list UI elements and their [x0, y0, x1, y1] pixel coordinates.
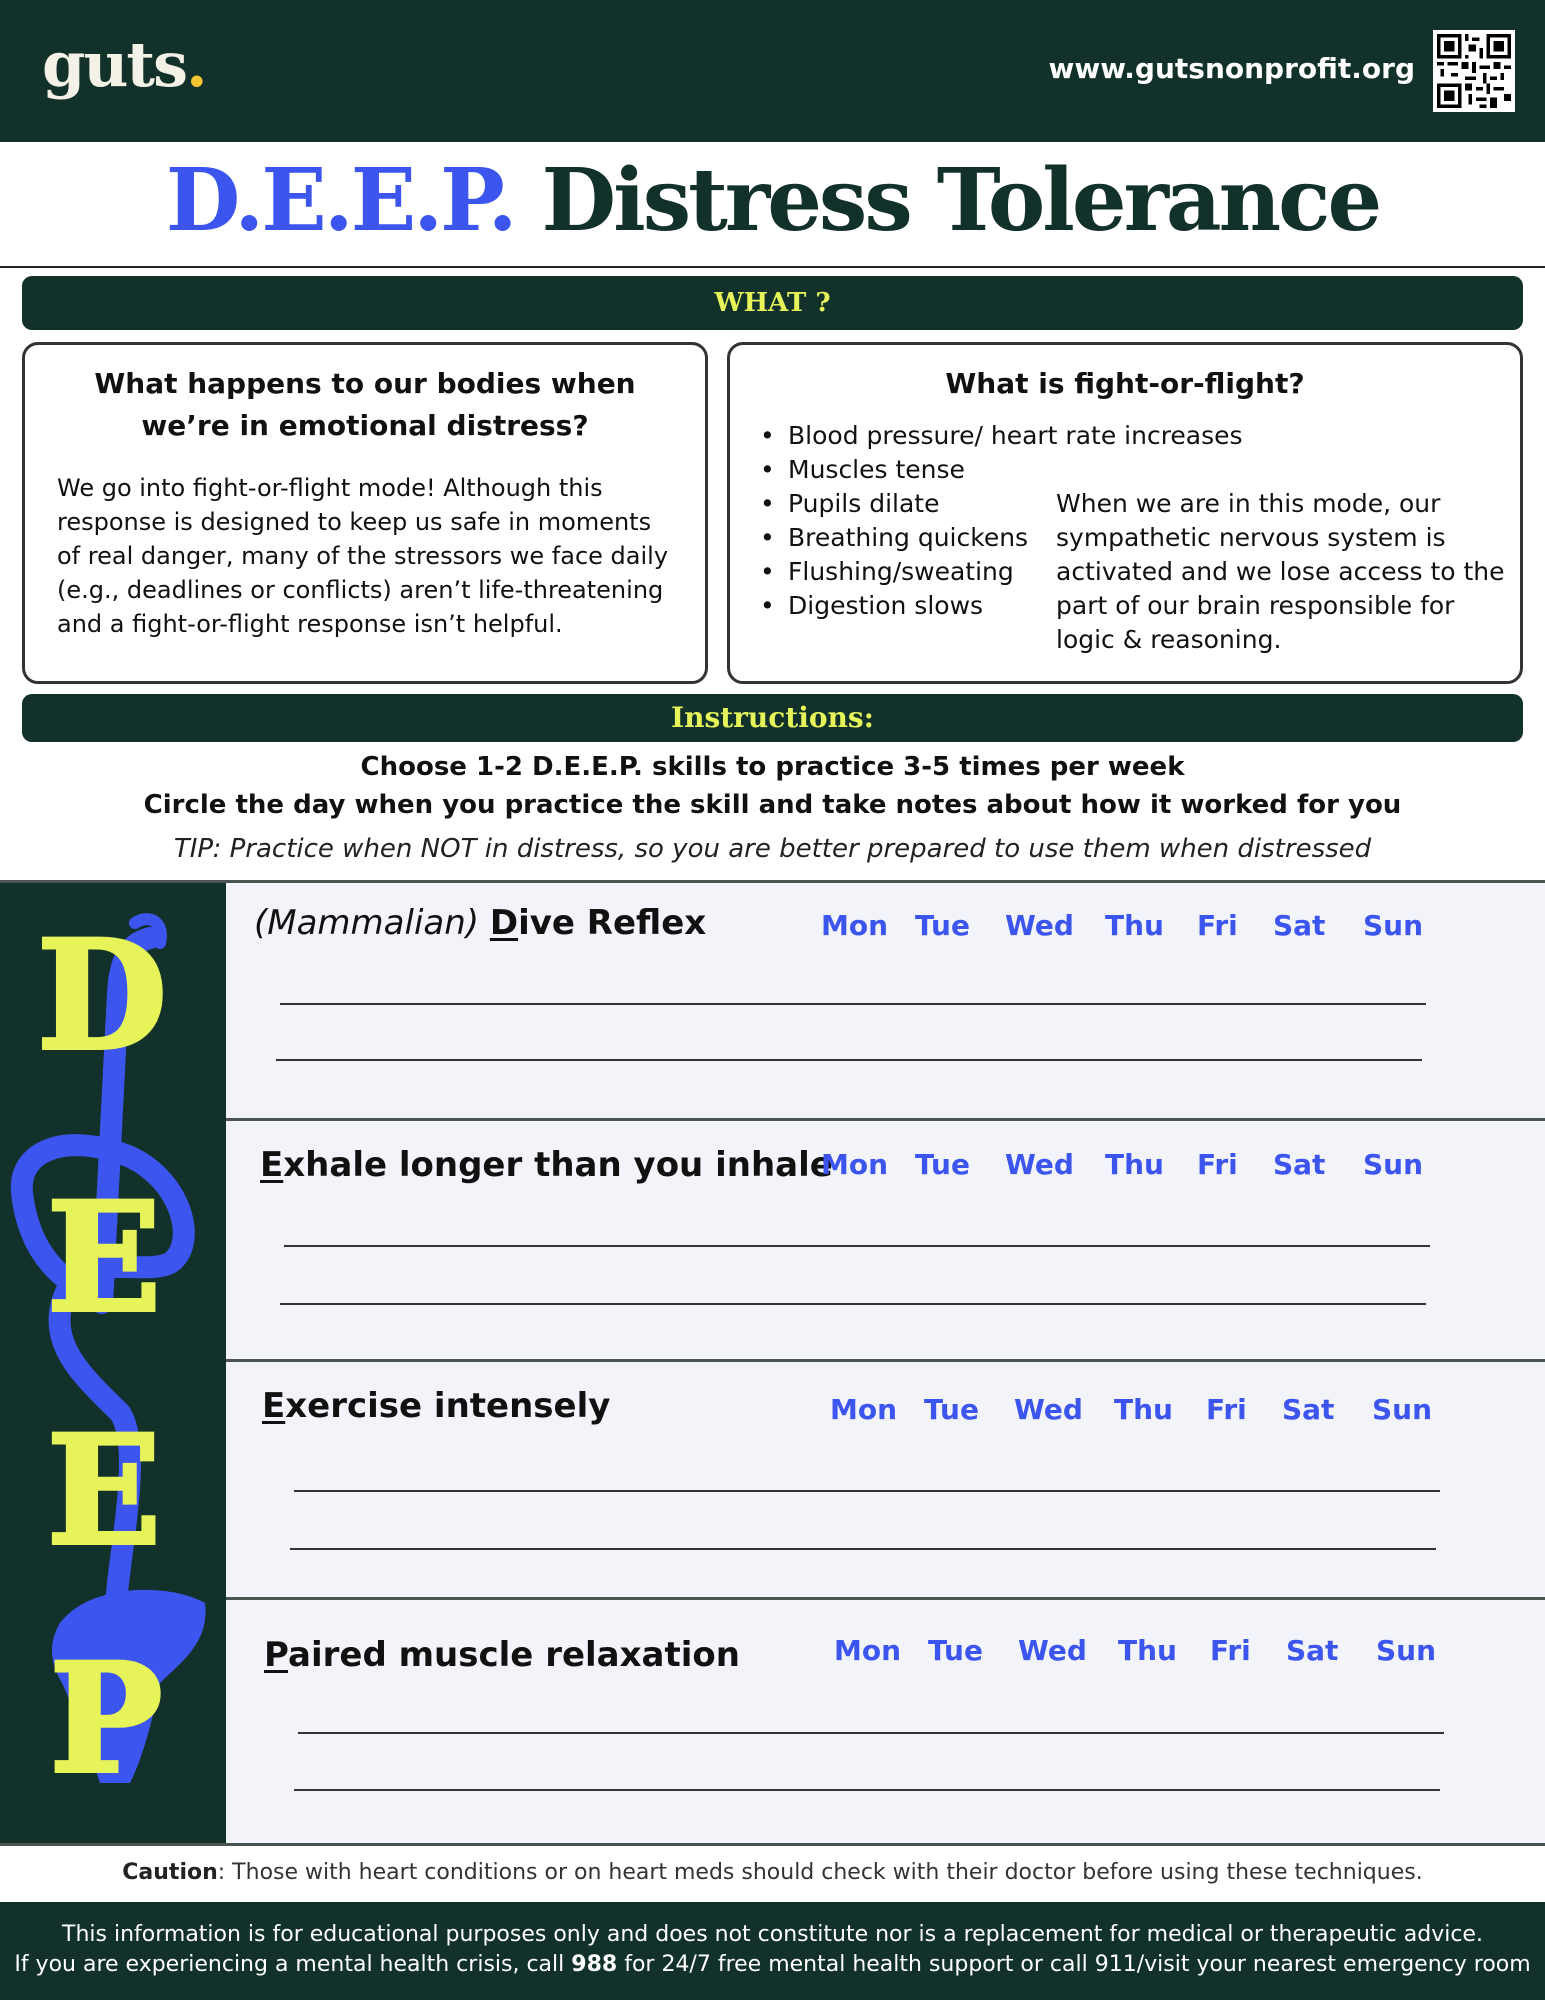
deep-letter-d: D [36, 908, 168, 1084]
deep-scribble-graphic [0, 883, 226, 1843]
notes-line[interactable] [280, 1303, 1426, 1305]
day-tue[interactable]: Tue [928, 1634, 983, 1667]
skill-paired-muscle: Paired muscle relaxation [264, 1635, 740, 1675]
list-item: • Blood pressure/ heart rate increases [760, 419, 1243, 453]
row-divider [226, 1359, 1545, 1362]
list-item: • Muscles tense [760, 453, 1243, 487]
instruction-tip: TIP: Practice when NOT in distress, so you are better prepared to use them when distressed [173, 834, 1372, 864]
day-sat[interactable]: Sat [1286, 1634, 1339, 1667]
day-selector [821, 909, 1433, 942]
day-selector [830, 1393, 1442, 1426]
day-thu[interactable]: Thu [1114, 1393, 1173, 1426]
disclaimer-line-1: This information is for educational purposes only and does not constitute nor is a replacement for medical or therapeutic advice. [62, 1922, 1483, 1947]
disclaimer-footer [0, 1902, 1545, 2000]
skill-exercise: Exercise intensely [262, 1386, 611, 1426]
day-mon[interactable]: Mon [821, 909, 889, 942]
day-sun[interactable]: Sun [1376, 1634, 1437, 1667]
instructions-section-header: Instructions: [22, 694, 1523, 742]
day-fri[interactable]: Fri [1197, 1148, 1238, 1181]
day-sun[interactable]: Sun [1372, 1393, 1433, 1426]
notes-line[interactable] [290, 1548, 1436, 1550]
day-selector [821, 1148, 1433, 1181]
crisis-number[interactable]: 988 [571, 1952, 618, 1977]
skill-exhale: Exhale longer than you inhale [260, 1145, 833, 1185]
fight-or-flight-explanation: When we are in this mode, our sympathetic nervous system is activated and we lose access to the part of our brain responsible for logic & reasoning. [1056, 489, 1505, 654]
day-fri[interactable]: Fri [1206, 1393, 1247, 1426]
what-section-header: WHAT ? [22, 276, 1523, 330]
day-sun[interactable]: Sun [1363, 909, 1424, 942]
emotional-distress-body: We go into fight-or-flight mode! Although this response is designed to keep us safe in moments of real danger, many of the stressors we face daily (e.g., deadlines or conflicts) aren’t life-threatening and a fight-or-flight response isn’t helpful. [57, 474, 669, 638]
emotional-distress-card [22, 342, 708, 684]
day-thu[interactable]: Thu [1118, 1634, 1177, 1667]
emotional-distress-heading: What happens to our bodies when we’re in emotional distress? [94, 367, 636, 442]
day-wed[interactable]: Wed [1014, 1393, 1083, 1426]
day-tue[interactable]: Tue [924, 1393, 979, 1426]
disclaimer-line-2: If you are experiencing a mental health crisis, call 988 for 24/7 free mental health support or call 911/visit your nearest emergency room [14, 1952, 1531, 1977]
day-thu[interactable]: Thu [1105, 1148, 1164, 1181]
list-item: • Digestion slows [760, 589, 1243, 623]
day-sat[interactable]: Sat [1273, 1148, 1326, 1181]
deep-letter-e: E [46, 1403, 162, 1579]
fight-or-flight-heading: What is fight-or-flight? [945, 367, 1305, 400]
notes-line[interactable] [294, 1490, 1440, 1492]
notes-line[interactable] [276, 1059, 1422, 1061]
instruction-line-1: Choose 1-2 D.E.E.P. skills to practice 3-5 times per week [360, 752, 1185, 782]
qr-code-icon [1433, 30, 1515, 112]
fight-or-flight-card [727, 342, 1523, 684]
day-sun[interactable]: Sun [1363, 1148, 1424, 1181]
day-wed[interactable]: Wed [1005, 1148, 1074, 1181]
day-fri[interactable]: Fri [1210, 1634, 1251, 1667]
website-link[interactable]: www.gutsnonprofit.org [1048, 52, 1415, 85]
day-wed[interactable]: Wed [1018, 1634, 1087, 1667]
title-divider [0, 266, 1545, 268]
list-item: • Pupils dilate [760, 487, 1243, 521]
deep-letter-p: P [49, 1631, 163, 1807]
list-item: • Breathing quickens [760, 521, 1243, 555]
notes-line[interactable] [294, 1789, 1440, 1791]
skills-tracker [0, 880, 1545, 1846]
day-mon[interactable]: Mon [830, 1393, 898, 1426]
notes-line[interactable] [284, 1245, 1430, 1247]
caution-note: Caution: Those with heart conditions or on heart meds should check with their doctor before using these techniques. [122, 1860, 1423, 1885]
day-mon[interactable]: Mon [821, 1148, 889, 1181]
day-sat[interactable]: Sat [1273, 909, 1326, 942]
page-title: D.E.E.P. Distress Tolerance [165, 150, 1380, 251]
day-sat[interactable]: Sat [1282, 1393, 1335, 1426]
deep-acronym-band [0, 883, 226, 1843]
instruction-line-2: Circle the day when you practice the skill and take notes about how it worked for you [143, 790, 1402, 820]
skill-dive-reflex: (Mammalian) Dive Reflex [254, 903, 707, 943]
day-mon[interactable]: Mon [834, 1634, 902, 1667]
row-divider [226, 1118, 1545, 1121]
list-item: • Flushing/sweating [760, 555, 1243, 589]
header-bar [0, 0, 1545, 142]
day-wed[interactable]: Wed [1005, 909, 1074, 942]
deep-letter-e: E [46, 1170, 162, 1346]
row-divider [226, 1597, 1545, 1600]
notes-line[interactable] [298, 1732, 1444, 1734]
day-selector [834, 1634, 1446, 1667]
day-fri[interactable]: Fri [1197, 909, 1238, 942]
notes-line[interactable] [280, 1003, 1426, 1005]
day-thu[interactable]: Thu [1105, 909, 1164, 942]
guts-logo[interactable]: guts. [42, 28, 206, 101]
day-tue[interactable]: Tue [915, 1148, 970, 1181]
day-tue[interactable]: Tue [915, 909, 970, 942]
